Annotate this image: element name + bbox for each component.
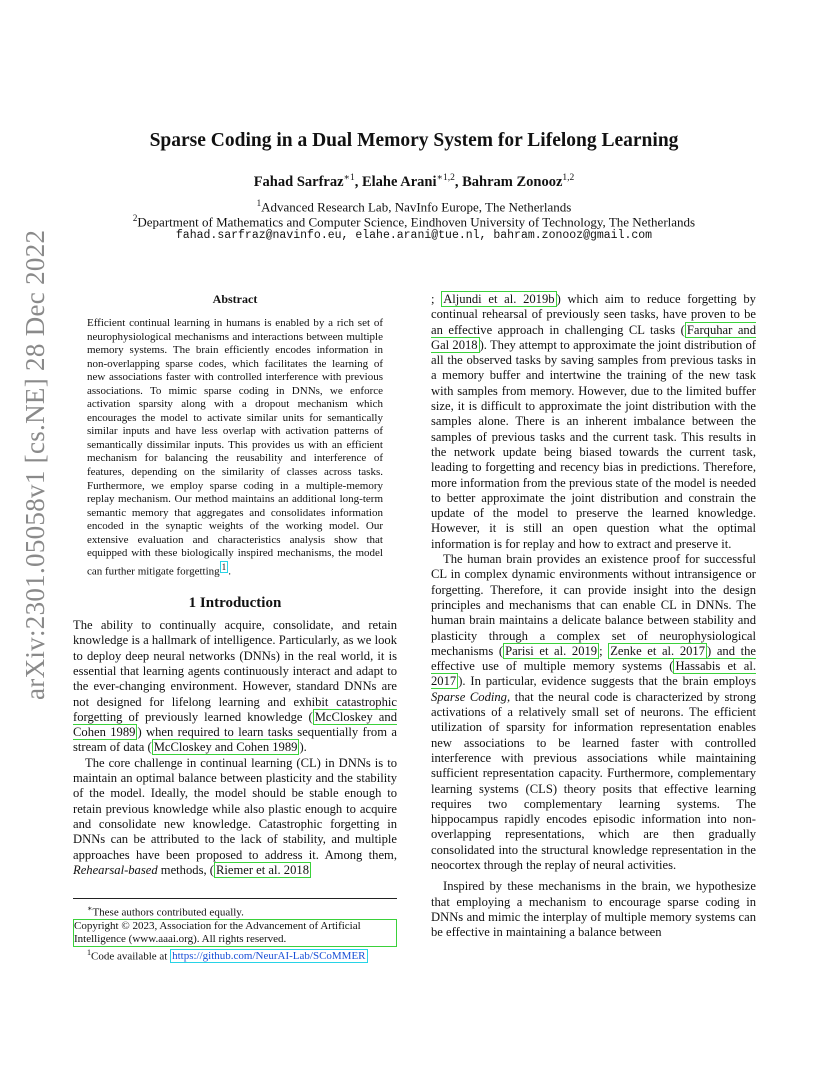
text-run: ; xyxy=(431,292,442,306)
footnote-mark: ∗ xyxy=(87,904,93,913)
citation-link[interactable]: McCloskey and Cohen 1989 xyxy=(153,740,298,755)
arxiv-identifier-stamp: arXiv:2301.05058v1 [cs.NE] 28 Dec 2022 xyxy=(20,229,50,700)
text-run: that the neural code is characterized by strong activations of a relatively small set of neurons. The efficient utilization of sparsity for information representation enables new associations to be learned faster with controlled interference with previous associations while maintaining sufficient representation capacity. Furthermore, complementary learning systems (CLS) theory posits that effective learning requires two complementary learning systems. The hippocampus rapidly encodes episodic information into non-overlapping representations, which are then gradually consolidated into the structural knowledge representation in the neocortex through the replay of neural activities. xyxy=(431,689,756,872)
copyright-notice[interactable]: Copyright © 2023, Association for the Advancement of Artificial Intelligence (www.aaai.org). All rights reserved. xyxy=(73,919,397,946)
text-run: ) when required to learn tasks sequentially from a stream of data ( xyxy=(73,725,397,755)
citation-link[interactable]: Farquhar and Gal 2018 xyxy=(431,322,756,352)
citation-link[interactable]: McCloskey and Cohen 1989 xyxy=(73,709,397,740)
citation-link[interactable]: Aljundi et al. 2019b xyxy=(443,292,555,306)
footnote-code xyxy=(73,947,397,963)
text-run: ; xyxy=(599,643,609,658)
text-run: The core challenge in continual learning (CL) in DNNs is to maintain an optimal balance between plasticity and the stability of the model. Ideally, the model should be stable enough to retain previous knowledge while also plastic enough to acquire and consolidate new knowledge. Catastrophic forgetting in DNNs can be attributed to the lack of stability, and multiple approaches have been proposed to address it. Among them, xyxy=(73,755,397,862)
emphasis-text: Rehearsal-based xyxy=(73,862,158,877)
intro-paragraph-2-cont xyxy=(431,292,756,552)
author-separator: , xyxy=(354,173,362,190)
text-run: ). In particular, evidence suggests that the brain employs xyxy=(458,674,756,689)
author-affiliation-mark: ∗1 xyxy=(343,173,355,183)
footnote-link[interactable]: 1 xyxy=(221,561,227,572)
text-run: ) and the effective use of multiple memory systems ( xyxy=(431,643,756,674)
citation-link[interactable]: Hassabis et al. 2017 xyxy=(431,659,756,689)
footnote-text: Code available at xyxy=(91,950,171,963)
text-run: The ability to continually acquire, consolidate, and retain knowledge is a hallmark of intelligence. Particularly, as we look to deploy deep neural networks (DNNs) in the real world, it is essential that learning agents continuously interact and adapt to the ever-changing environment. However, standard DNNs are not designed for lifelong learning and exhibit catastrophic forgetting of previously learned knowledge ( xyxy=(73,618,397,724)
footnote-equal-contribution xyxy=(73,903,397,919)
footnote-mark: 1 xyxy=(87,947,91,957)
section-heading-introduction: 1 Introduction xyxy=(188,595,282,612)
citation-link[interactable]: Riemer et al. 2018 xyxy=(215,862,309,877)
affiliation-text: Department of Mathematics and Computer Science, Eindhoven University of Technology, The Netherlands xyxy=(137,214,696,230)
author-emails: fahad.sarfraz@navinfo.eu, elahe.arani@tue.nl, bahram.zonooz@gmail.com xyxy=(175,229,653,242)
intro-paragraph-4: Inspired by these mechanisms in the brain, we hypothesize that employing a mechanism to encourage sparse coding in DNNs and mimic the interplay of multiple memory systems can be effective in maintaining a balance between xyxy=(431,879,756,940)
affiliation-text: Advanced Research Lab, NavInfo Europe, The Netherlands xyxy=(261,199,572,215)
author-separator: , xyxy=(454,173,463,190)
text-run: methods, ( xyxy=(157,862,214,877)
author-affiliation-mark: ∗1,2 xyxy=(436,173,455,183)
left-column xyxy=(73,292,397,878)
abstract-heading: Abstract xyxy=(212,292,258,306)
affiliation-mark: 2 xyxy=(132,213,138,223)
text-run: ) which aim to reduce forgetting by continual rehearsal of previously seen tasks, have proven to be an effective approach in challenging CL tasks ( xyxy=(431,292,756,337)
code-url-link[interactable]: https://github.com/NeurAI-Lab/SCoMMER xyxy=(172,950,366,963)
citation-link[interactable]: Parisi et al. 2019 xyxy=(505,643,598,658)
citation-link[interactable]: Zenke et al. 2017 xyxy=(610,643,706,658)
emphasis-text: Sparse Coding, xyxy=(431,689,511,704)
author-list xyxy=(0,172,828,191)
author-name: Fahad Sarfraz xyxy=(253,173,344,190)
text-run: The human brain provides an existence proof for successful CL in complex dynamic environments without intransigence or forgetting. Therefore, it can provide insight into the design principles and mechanisms that can enable CL in DNNs. The human brain maintains a delicate balance between stability and plasticity through a complex set of neurophysiological mechanisms ( xyxy=(431,552,756,658)
affiliation-2 xyxy=(0,213,828,230)
text-run: ). They attempt to approximate the joint distribution of all the observed tasks by saving samples from previous tasks in a memory buffer and intertwine the training of the new task with samples from memory. However, due to the limited buffer size, it is difficult to approximate the joint distribution with the samples alone. There is an inherent imbalance between the samples of previous tasks and the current task. This results in the network update being biased towards the current task, leading to forgetting and recency bias in predictions. Therefore, more information from the previous state of the model is needed to better approximate the joint distribution and constrain the update of the model to preserve the learned knowledge. However, it is still an open question what the optimal information is for replay and how to extract and preserve it. xyxy=(431,337,756,551)
footnotes xyxy=(73,898,397,963)
footnote-text: These authors contributed equally. xyxy=(92,906,244,919)
author-name: Bahram Zonooz xyxy=(462,173,563,190)
abstract-body xyxy=(87,317,383,579)
intro-paragraph-3 xyxy=(431,552,756,873)
intro-paragraph-1 xyxy=(73,618,397,756)
paper-title: Sparse Coding in a Dual Memory System for Lifelong Learning xyxy=(149,130,679,151)
author-affiliation-mark: 1,2 xyxy=(562,173,575,183)
intro-paragraph-2-start xyxy=(73,756,397,878)
right-column xyxy=(431,292,756,940)
abstract-text: Efficient continual learning in humans is enabled by a rich set of neurophysiological mechanisms and interactions between multiple memory systems. The brain efficiently encodes information in non-overlapping sparse codes, which facilitates the learning of new associations faster with controlled interference with previous associations. To mimic sparse coding in DNNs, we enforce activation sparsity along with a dropout mechanism which encourages the model to activate similar units for semantically similar inputs and have less overlap with activation patterns of semantically dissimilar inputs. This provides us with an efficient mechanism for balancing the reusability and interference of features, depending on the similarity of classes across tasks. Furthermore, we employ sparse coding in a multiple-memory replay mechanism. Our method maintains an additional long-term semantic memory that aggregates and consolidates information encoded in the synaptic weights of the working model. Our extensive evaluation and characteristics analysis show that equipped with these biologically inspired mechanisms, the model can further mitigate forgetting xyxy=(87,317,383,578)
text-run: ). xyxy=(299,740,307,755)
author-name: Elahe Arani xyxy=(361,173,437,190)
abstract-end: . xyxy=(228,565,231,578)
affiliation-mark: 1 xyxy=(256,198,262,208)
